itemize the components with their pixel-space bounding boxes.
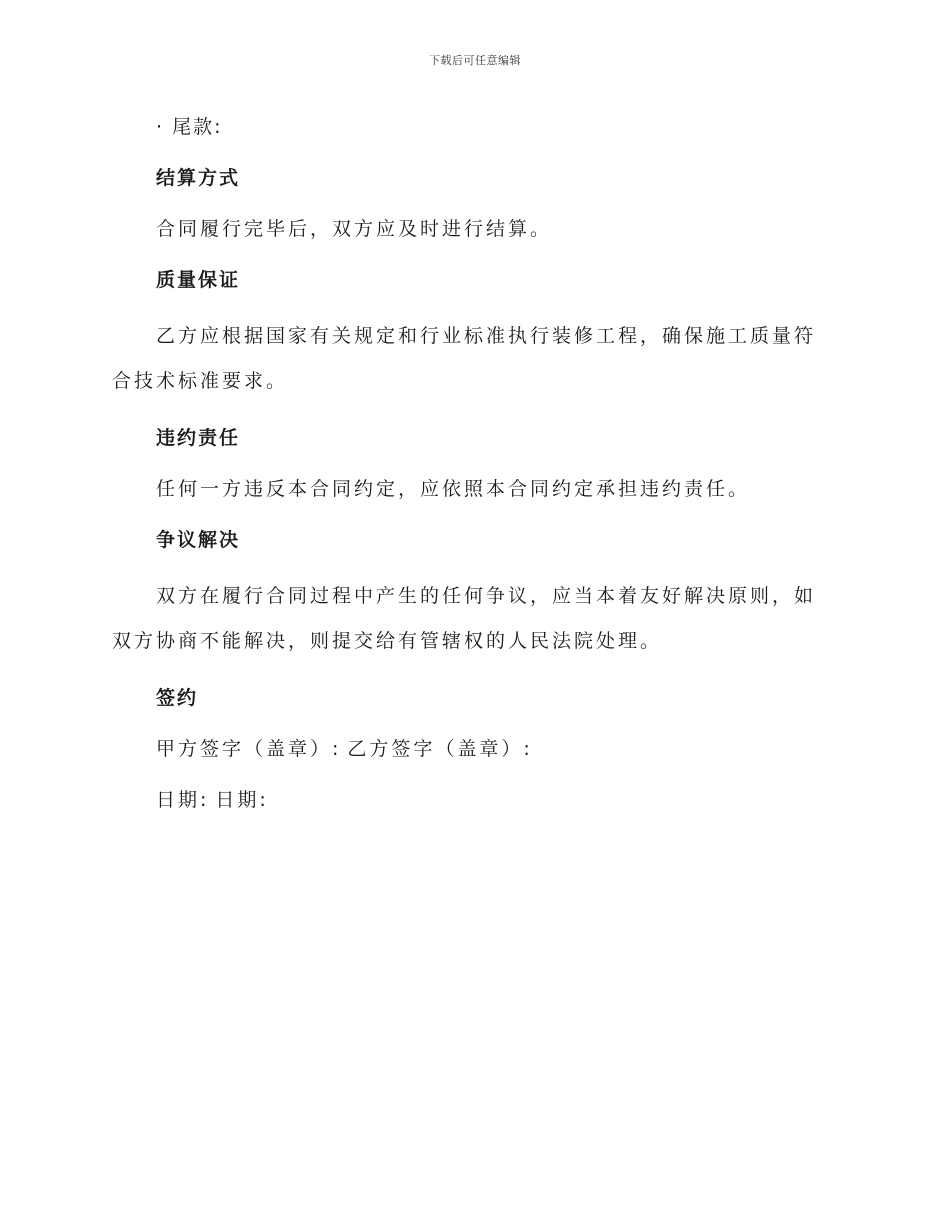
party-a-signature-label: 甲方签字（盖章）: [156, 738, 342, 760]
section-body-quality: 乙方应根据国家有关规定和行业标准执行装修工程，确保施工质量符合技术标准要求。 [112, 325, 817, 392]
section-heading-quality: 质量保证 [156, 269, 241, 291]
party-b-date-label: 日期: [215, 789, 269, 811]
section-body-dispute: 双方在履行合同过程中产生的任何争议，应当本着友好解决原则，如双方协商不能解决，则提交给有管辖权的人民法院处理。 [112, 585, 817, 652]
party-b-signature-label: 乙方签字（盖章）: [347, 738, 533, 760]
document-body [112, 110, 832, 834]
section-heading-settlement: 结算方式 [156, 167, 241, 189]
signature-line [112, 732, 832, 766]
section-heading-dispute: 争议解决 [156, 529, 241, 551]
section-heading-signing: 签约 [156, 687, 199, 709]
date-line [112, 783, 832, 817]
section-body-settlement: 合同履行完毕后，双方应及时进行结算。 [156, 218, 553, 240]
party-a-date-label: 日期: [156, 789, 210, 811]
section-heading-liability: 违约责任 [156, 427, 241, 449]
page-header-note: 下载后可任意编辑 [429, 54, 521, 67]
payment-balance-item: · 尾款: [156, 116, 223, 138]
section-body-liability: 任何一方违反本合同约定，应依照本合同约定承担违约责任。 [156, 478, 751, 500]
